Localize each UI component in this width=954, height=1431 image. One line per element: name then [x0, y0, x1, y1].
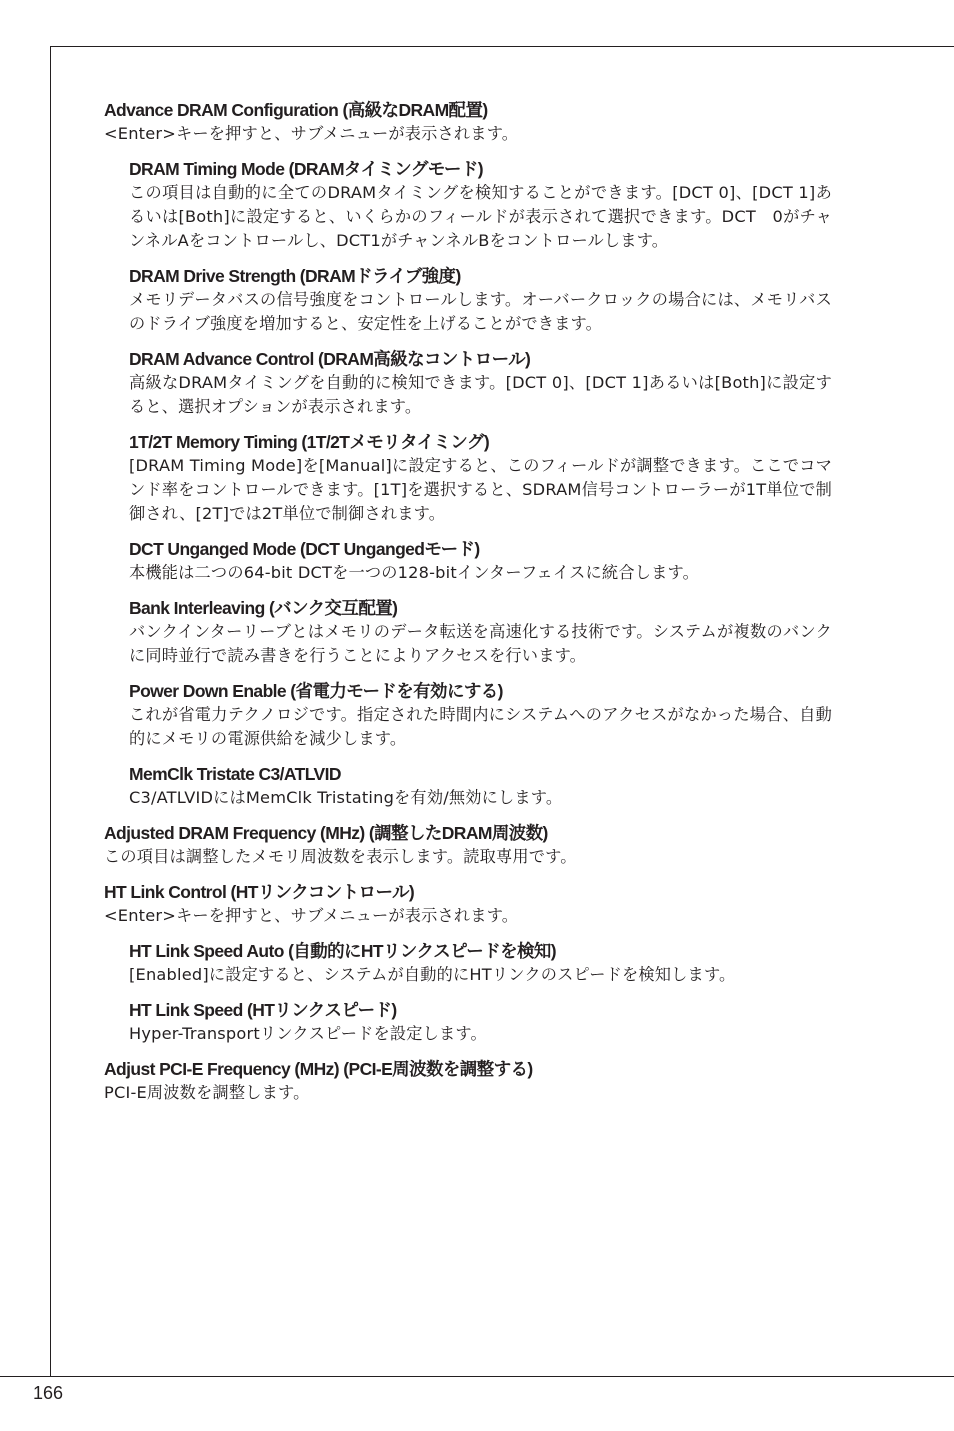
section-bank-interleaving [129, 596, 832, 668]
section-ht-link-control [104, 880, 832, 928]
section-body: 本機能は二つの64-bit DCTを一つの128-bitインターフェイスに統合します。 [129, 563, 699, 582]
section-heading: DRAM Timing Mode (DRAMタイミングモード) [129, 159, 483, 179]
left-border-line [50, 46, 51, 1376]
page-number: 166 [33, 1383, 64, 1403]
section-dram-drive-strength [129, 264, 832, 336]
section-dram-advance-control [129, 347, 832, 419]
section-heading: Adjusted DRAM Frequency (MHz) (調整したDRAM周波数) [104, 823, 548, 843]
section-heading: HT Link Speed (HTリンクスピード) [129, 1000, 397, 1020]
section-heading: DCT Unganged Mode (DCT Ungangedモード) [129, 539, 480, 559]
section-ht-link-speed-auto [129, 939, 832, 987]
section-heading: DRAM Advance Control (DRAM高級なコントロール) [129, 349, 531, 369]
section-body: PCI-E周波数を調整します。 [104, 1083, 310, 1102]
section-ht-link-speed [129, 998, 832, 1046]
manual-content [104, 98, 832, 1116]
section-body: 高級なDRAMタイミングを自動的に検知できます。[DCT 0]、[DCT 1]あるいは[Both]に設定すると、選択オプションが表示されます。 [129, 373, 832, 416]
section-dram-timing-mode [129, 157, 832, 253]
section-body: バンクインターリーブとはメモリのデータ転送を高速化する技術です。システムが複数のバンクに同時並行で読み書きを行うことによりアクセスを行います。 [129, 622, 832, 665]
section-memclk-tristate [129, 762, 832, 810]
section-heading: MemClk Tristate C3/ATLVID [129, 764, 341, 784]
section-heading: Advance DRAM Configuration (高級なDRAM配置) [104, 100, 488, 120]
section-power-down-enable [129, 679, 832, 751]
section-heading: Power Down Enable (省電力モードを有効にする) [129, 681, 503, 701]
section-body: [DRAM Timing Mode]を[Manual]に設定すると、このフィールドが調整できます。ここでコマンド率をコントロールできます。[1T]を選択すると、SDRAM信号コントローラーが1T単位で制御され、[2T]では2T単位で制御されます。 [129, 456, 832, 523]
section-adjusted-dram-frequency [104, 821, 832, 869]
section-body: これが省電力テクノロジです。指定された時間内にシステムへのアクセスがなかった場合、自動的にメモリの電源供給を減少します。 [129, 705, 832, 748]
footer-rule [0, 1376, 954, 1377]
section-body: メモリデータバスの信号強度をコントロールします。オーバークロックの場合には、メモリバスのドライブ強度を増加すると、安定性を上げることができます。 [129, 290, 832, 333]
section-body: この項目は調整したメモリ周波数を表示します。読取専用です。 [104, 847, 577, 866]
section-body: <Enter>キーを押すと、サブメニューが表示されます。 [104, 124, 519, 143]
section-body: この項目は自動的に全てのDRAMタイミングを検知することができます。[DCT 0]、[DCT 1]あるいは[Both]に設定すると、いくらかのフィールドが表示されて選択できます。DCT 0がチャンネルAをコントロールし、DCT1がチャンネルBをコントロールします。 [129, 183, 832, 250]
section-heading: Adjust PCI-E Frequency (MHz) (PCI-E周波数を調整する) [104, 1059, 533, 1079]
section-advance-dram-configuration [104, 98, 832, 146]
section-heading: DRAM Drive Strength (DRAMドライブ強度) [129, 266, 461, 286]
section-heading: HT Link Control (HTリンクコントロール) [104, 882, 415, 902]
section-body: <Enter>キーを押すと、サブメニューが表示されます。 [104, 906, 519, 925]
section-1t2t-memory-timing [129, 430, 832, 526]
section-adjust-pcie-frequency [104, 1057, 832, 1105]
section-body: Hyper-Transportリンクスピードを設定します。 [129, 1024, 487, 1043]
section-body: C3/ATLVIDにはMemClk Tristatingを有効/無効にします。 [129, 788, 563, 807]
section-heading: 1T/2T Memory Timing (1T/2Tメモリタイミング) [129, 432, 490, 452]
section-body: [Enabled]に設定すると、システムが自動的にHTリンクのスピードを検知します。 [129, 965, 736, 984]
section-heading: HT Link Speed Auto (自動的にHTリンクスピードを検知) [129, 941, 557, 961]
section-heading: Bank Interleaving (バンク交互配置) [129, 598, 398, 618]
section-dct-unganged-mode [129, 537, 832, 585]
top-border-line [50, 46, 954, 47]
